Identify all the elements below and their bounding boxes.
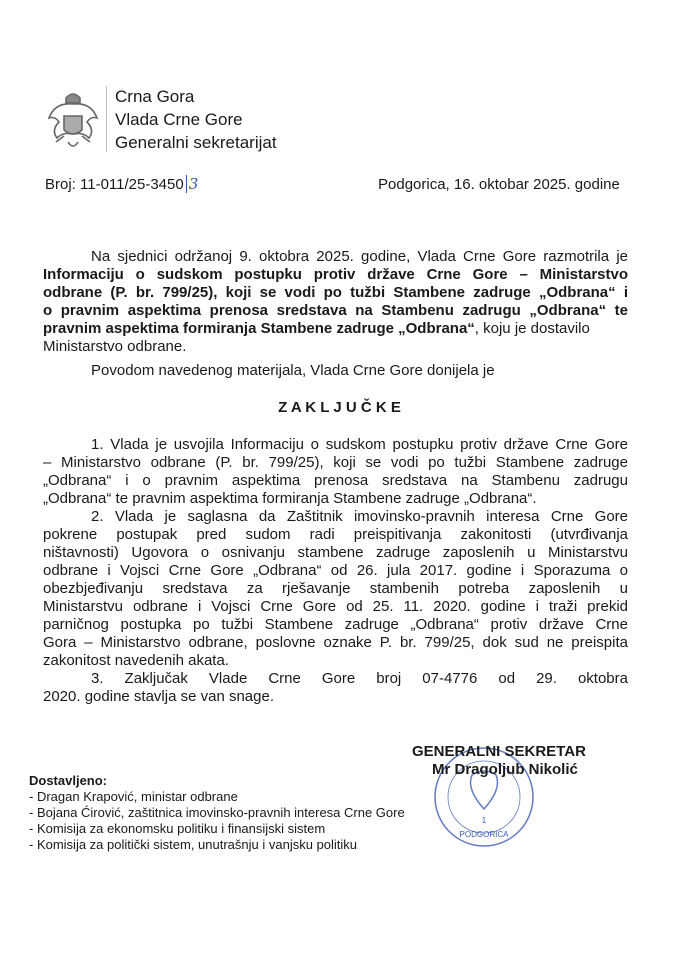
intro-line: Na sjednici održanoj 9. oktobra 2025. godine, Vlada Crne Gore razmotrila je xyxy=(91,248,628,265)
conclusion-line: parničnog postupka po tužbi Stambene zadruge „Odbrana“ protiv države Crne xyxy=(43,616,628,633)
distribution-item: - Bojana Ćirović, zaštitnica imovinsko-pravnih interesa Crne Gore xyxy=(29,805,405,820)
intro-line: o pravnim aspektima prenosa sredstava na Stambenu zadrugu „Odbrana“ te xyxy=(43,302,628,319)
conclusion-line: Gora – Ministarstvo odbrane, poslovne oznake P. br. 799/25, dok sud ne preispita xyxy=(43,634,628,651)
intro-bold-part: pravnim aspektima formiranja Stambene zadruge „Odbrana“ xyxy=(43,320,475,337)
intro-line: odbrane (P. br. 799/25), koji se vodi po tužbi Stambene zadruge „Odbrana“ i xyxy=(43,284,628,301)
intro-line xyxy=(43,320,628,338)
reference-number-text: Broj: 11-011/25-3450 xyxy=(45,176,184,193)
conclusions-title: Z A K L J U Č K E xyxy=(278,399,401,416)
conclusion-line: Ministarstvu odbrane i Vojsci Crne Gore od 25. 11. 2020. godine i traži prekid xyxy=(43,598,628,615)
conclusion-line: obezbjeđivanju sredstava za rješavanje stambenih potreba zaposlenih u xyxy=(43,580,628,597)
conclusion-line: odbrane i Vojsci Crne Gore „Odbrana“ od 26. jula 2017. godine i Sporazuma o xyxy=(43,562,628,579)
conclusion-line: 1. Vlada je usvojila Informaciju o sudskom postupku protiv države Crne Gore xyxy=(91,436,628,453)
svg-text:1: 1 xyxy=(481,816,487,825)
conclusion-line: 3. Zaključak Vlade Crne Gore broj 07-4776 od 29. oktobra xyxy=(91,670,628,687)
conclusion-line: „Odbrana“ te pravnim aspektima formiranja Stambene zadruge „Odbrana“. xyxy=(43,490,537,507)
signature-name: Mr Dragoljub Nikolić xyxy=(432,761,578,778)
conclusion-line: zakonitost navedenih akata. xyxy=(43,652,229,669)
conclusion-line: „Odbrana“ i o pravnim aspektima prenosa sredstava na Stambenu zadrugu xyxy=(43,472,628,489)
intro-normal-part: , koju je dostavilo xyxy=(474,320,590,337)
intro-line: Informaciju o sudskom postupku protiv države Crne Gore – Ministarstvo xyxy=(43,266,628,283)
svg-text:PODGORICA: PODGORICA xyxy=(459,830,509,839)
intro-line: Ministarstvo odbrane. xyxy=(43,338,187,355)
header-country: Crna Gora xyxy=(115,87,195,106)
distribution-item: - Komisija za ekonomsku politiku i finansijski sistem xyxy=(29,821,326,836)
distribution-item: - Komisija za politički sistem, unutrašnju i vanjsku politiku xyxy=(29,837,358,852)
conclusion-line: – Ministarstvo odbrane (P. br. 799/25), koji se vodi po tužbi Stambene zadruge xyxy=(43,454,628,471)
conclusion-line: 2. Vlada je saglasna da Zaštitnik imovinsko-pravnih interesa Crne Gore xyxy=(91,508,628,525)
signature-title: GENERALNI SEKRETAR xyxy=(412,743,586,760)
place-date: Podgorica, 16. oktobar 2025. godine xyxy=(378,176,620,193)
distribution-title: Dostavljeno: xyxy=(29,773,108,788)
distribution-item: - Dragan Krapović, ministar odbrane xyxy=(29,789,238,804)
conclusion-line: pokrene postupak pred sudom radi preispitivanja zakonitosti (utvrđivanja xyxy=(43,526,628,543)
coat-of-arms-icon xyxy=(44,88,102,152)
header-department: Generalni sekretarijat xyxy=(115,133,277,152)
intro-povodom: Povodom navedenog materijala, Vlada Crne Gore donijela je xyxy=(91,362,495,379)
reference-number xyxy=(45,175,198,193)
header-divider xyxy=(106,86,107,152)
handwritten-suffix: 3 xyxy=(186,175,199,193)
header-government: Vlada Crne Gore xyxy=(115,110,243,129)
conclusion-line: ništavnosti) Ugovora o osnivanju stambene zadruge zaposlenih u Ministarstvu xyxy=(43,544,628,561)
conclusion-line: 2020. godine stavlja se van snage. xyxy=(43,688,274,705)
